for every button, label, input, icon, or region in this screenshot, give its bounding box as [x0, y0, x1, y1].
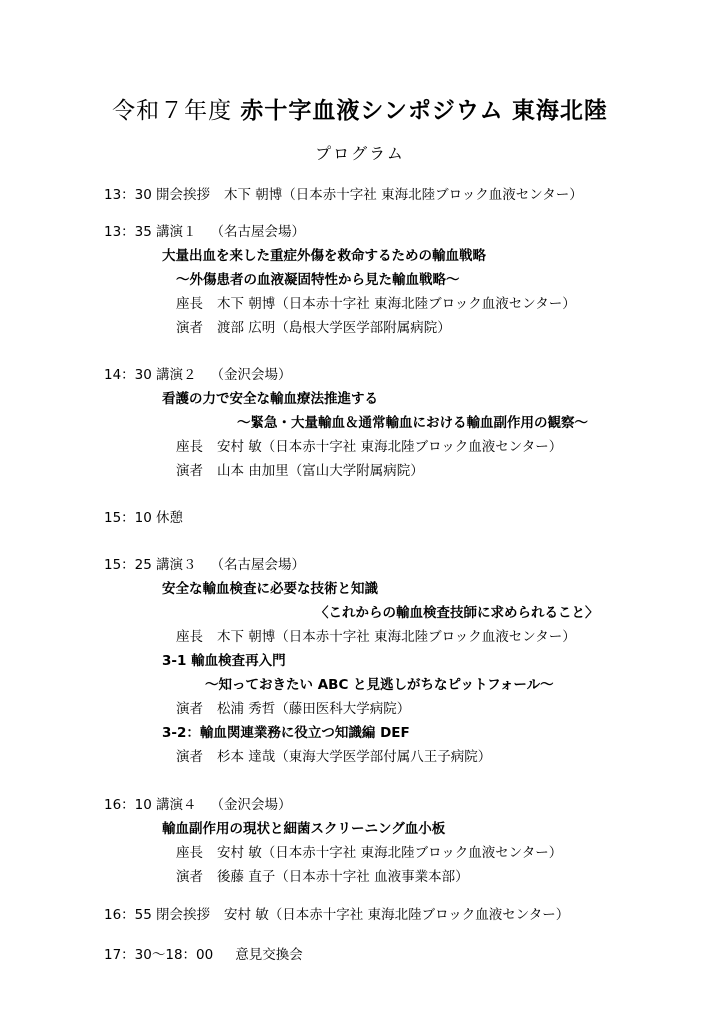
exchange-time: 17：30～18：00: [104, 947, 214, 963]
lecture3-part1-title: 3-1 輸血検査再入門: [162, 653, 286, 669]
lecture1-speaker-name: 渡部 広明（島根大学医学部附属病院）: [217, 320, 451, 336]
lecture4-title: 輸血副作用の現状と細菌スクリーニング血小板: [162, 821, 446, 837]
lecture4-speaker-name: 後藤 直子（日本赤十字社 血液事業本部）: [217, 869, 469, 885]
lecture3-title: 安全な輸血検査に必要な技術と知識: [162, 581, 378, 597]
lecture4-speaker-role: 演者: [176, 869, 203, 885]
lecture1-title: 大量出血を来した重症外傷を救命するための輸血戦略: [162, 248, 486, 264]
lecture3-part1-speaker-role: 演者: [176, 701, 203, 717]
lecture2-chair-name: 安村 敏（日本赤十字社 東海北陸ブロック血液センター）: [217, 439, 563, 455]
lecture4-chair-role: 座長: [176, 845, 203, 861]
opening-row: [104, 186, 583, 204]
lecture3-part1-speaker: [176, 700, 410, 718]
lecture1-speaker-role: 演者: [176, 320, 203, 336]
lecture4-chair-name: 安村 敏（日本赤十字社 東海北陸ブロック血液センター）: [217, 845, 563, 861]
lecture1-time: 13：35: [104, 224, 152, 240]
exchange-row: [104, 946, 303, 964]
lecture3-part1-subtitle: ～知っておきたい ABC と見逃しがちなピットフォール～: [205, 677, 554, 693]
lecture3-part2-speaker: [176, 748, 491, 766]
lecture1-subtitle: ～外傷患者の血液凝固特性から見た輸血戦略～: [176, 272, 460, 288]
lecture2-venue: （金沢会場）: [210, 367, 292, 383]
exchange-label: 意見交換会: [235, 947, 303, 963]
lecture2-time: 14：30: [104, 367, 152, 383]
lecture4-venue: （金沢会場）: [210, 797, 292, 813]
opening-label: 開会挨拶: [156, 187, 210, 203]
page-title: [0, 92, 720, 125]
lecture2-speaker: [176, 462, 424, 480]
lecture2-header: [104, 366, 292, 384]
lecture3-chair-name: 木下 朝博（日本赤十字社 東海北陸ブロック血液センター）: [217, 629, 576, 645]
lecture3-time: 15：25: [104, 557, 152, 573]
lecture3-part2-title: 3-2：輸血関連業務に役立つ知識編 DEF: [162, 725, 410, 741]
lecture3-part2-speaker-name: 杉本 達哉（東海大学医学部付属八王子病院）: [217, 749, 492, 765]
lecture4-chair: [176, 844, 562, 862]
closing-row: [104, 906, 569, 924]
lecture1-header: [104, 223, 305, 241]
lecture2-label: 講演２: [156, 367, 197, 383]
lecture1-speaker: [176, 319, 451, 337]
lecture4-time: 16：10: [104, 797, 152, 813]
lecture3-header: [104, 556, 305, 574]
closing-person: 安村 敏（日本赤十字社 東海北陸ブロック血液センター）: [224, 907, 570, 923]
lecture2-title: 看護の力で安全な輸血療法推進する: [162, 391, 378, 407]
lecture2-subtitle: ～緊急・大量輸血＆通常輸血における輸血副作用の観察～: [237, 415, 588, 431]
lecture3-venue: （名古屋会場）: [210, 557, 305, 573]
lecture3-chair: [176, 628, 576, 646]
lecture2-speaker-role: 演者: [176, 463, 203, 479]
break-row: [104, 509, 183, 527]
title-region: 東海北陸: [511, 98, 608, 124]
closing-label: 閉会挨拶: [156, 907, 210, 923]
lecture1-venue: （名古屋会場）: [210, 224, 305, 240]
lecture3-subtitle: 〈これからの輸血検査技師に求められること〉: [315, 605, 599, 621]
lecture1-chair: [176, 295, 576, 313]
lecture1-label: 講演１: [156, 224, 197, 240]
lecture4-speaker: [176, 868, 469, 886]
opening-person: 木下 朝博（日本赤十字社 東海北陸ブロック血液センター）: [224, 187, 583, 203]
lecture2-chair: [176, 438, 562, 456]
break-label: 休憩: [156, 510, 183, 526]
program-subtitle: プログラム: [315, 144, 405, 163]
break-time: 15：10: [104, 510, 152, 526]
lecture3-label: 講演３: [156, 557, 197, 573]
lecture3-part1-speaker-name: 松浦 秀哲（藤田医科大学病院）: [217, 701, 411, 717]
lecture1-chair-name: 木下 朝博（日本赤十字社 東海北陸ブロック血液センター）: [217, 296, 576, 312]
lecture3-chair-role: 座長: [176, 629, 203, 645]
closing-time: 16：55: [104, 907, 152, 923]
title-event: 赤十字血液シンポジウム: [240, 98, 504, 124]
lecture2-chair-role: 座長: [176, 439, 203, 455]
lecture2-speaker-name: 山本 由加里（富山大学附属病院）: [217, 463, 424, 479]
lecture4-label: 講演４: [156, 797, 197, 813]
lecture3-part2-speaker-role: 演者: [176, 749, 203, 765]
lecture1-chair-role: 座長: [176, 296, 203, 312]
title-year: 令和７年度: [112, 98, 233, 124]
opening-time: 13：30: [104, 187, 152, 203]
lecture4-header: [104, 796, 292, 814]
